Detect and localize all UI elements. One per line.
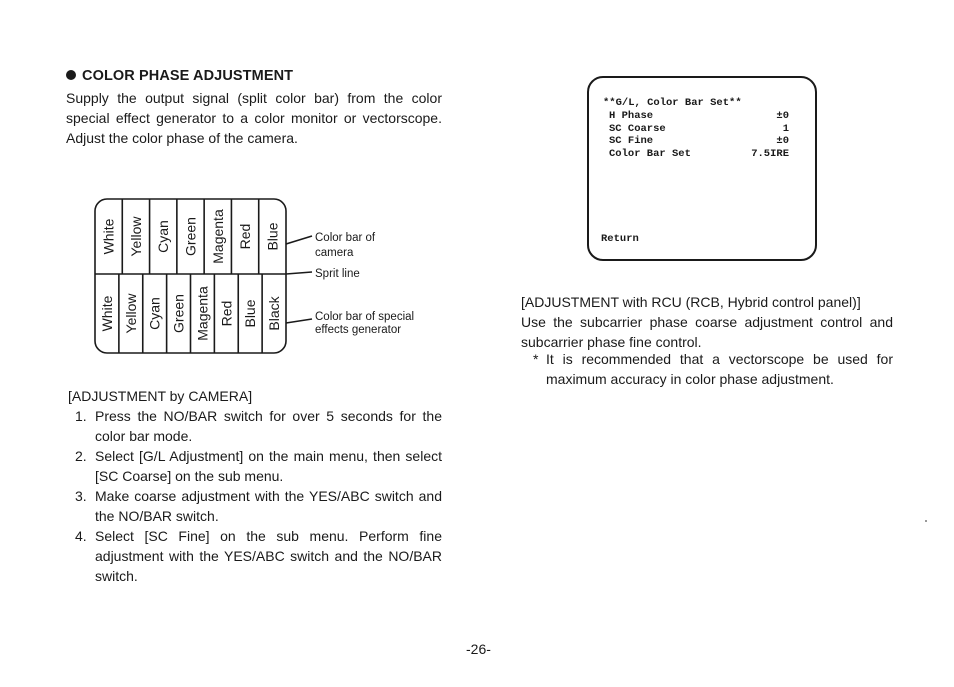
- page-number: -26-: [466, 641, 491, 657]
- rcu-adjustment-heading: [ADJUSTMENT with RCU (RCB, Hybrid control panel)]: [521, 294, 861, 310]
- camera-adjustment-heading: [ADJUSTMENT by CAMERA]: [68, 388, 253, 404]
- special-bar-green: Green: [170, 294, 187, 333]
- menu-row-h-phase: H Phase ±0: [609, 110, 789, 122]
- leader-camera: [286, 236, 312, 244]
- special-bar-blue: Blue: [242, 299, 259, 328]
- special-bar-yellow: Yellow: [122, 293, 139, 334]
- list-item: 3. Make coarse adjustment with the YES/ABC switch and the NO/BAR switch.: [75, 488, 442, 524]
- note-text: It is recommended that a vectorscope be used for maximum accuracy in color phase adjustment.: [546, 351, 893, 387]
- camera-bar-green: Green: [182, 217, 199, 256]
- menu-row-sc-fine: SC Fine ±0: [609, 135, 789, 147]
- leader-special: [286, 319, 312, 323]
- camera-bar-blue: Blue: [264, 222, 281, 251]
- camera-bar-white: White: [100, 218, 117, 255]
- special-bar-white: White: [98, 295, 115, 332]
- camera-steps-list: [68, 406, 442, 586]
- section-heading: [66, 68, 293, 84]
- camera-bar-red: Red: [237, 223, 254, 250]
- menu-row-sc-coarse: SC Coarse 1: [609, 123, 789, 135]
- menu-title: **G/L, Color Bar Set**: [603, 97, 742, 109]
- list-item: 4. Select [SC Fine] on the sub menu. Perform fine adjustment with the YES/ABC switch and the NO/BAR switch.: [75, 528, 442, 584]
- special-bar-cyan: Cyan: [146, 297, 163, 330]
- camera-bar-label-1: Color bar of: [315, 232, 376, 244]
- stray-dot: [925, 520, 927, 522]
- special-bar-magenta: Magenta: [194, 286, 211, 341]
- special-bar-label-1: Color bar of special: [315, 311, 415, 323]
- list-item: 2. Select [G/L Adjustment] on the main menu, then select [SC Coarse] on the sub menu.: [75, 448, 442, 484]
- section-heading-text: COLOR PHASE ADJUSTMENT: [82, 68, 294, 84]
- camera-bar-label-2: camera: [315, 247, 354, 259]
- special-bar-black: Black: [266, 296, 283, 331]
- rcu-paragraph: Use the subcarrier phase coarse adjustment control and subcarrier phase fine control.: [521, 314, 893, 350]
- menu-row-color-bar-set: Color Bar Set 7.5IRE: [609, 148, 789, 160]
- split-color-bar-diagram: [94, 196, 424, 358]
- list-item: 1. Press the NO/BAR switch for over 5 seconds for the color bar mode.: [75, 408, 442, 444]
- camera-bar-magenta: Magenta: [209, 209, 226, 264]
- intro-paragraph: Supply the output signal (split color bar) from the color special effect generator to a color monitor or vectorscope. Adjust the color phase of the camera.: [66, 90, 442, 146]
- bullet-icon: [66, 70, 76, 80]
- split-line-label: Sprit line: [315, 268, 360, 280]
- menu-return: Return: [601, 233, 639, 245]
- monitor-menu-screen: [587, 76, 817, 261]
- special-bar-red: Red: [218, 300, 235, 327]
- leader-split: [286, 272, 312, 274]
- note: [533, 349, 893, 389]
- camera-bar-cyan: Cyan: [155, 220, 172, 253]
- special-bar-label-2: effects generator: [315, 324, 402, 336]
- note-mark: *: [533, 351, 539, 367]
- camera-bar-yellow: Yellow: [127, 216, 144, 257]
